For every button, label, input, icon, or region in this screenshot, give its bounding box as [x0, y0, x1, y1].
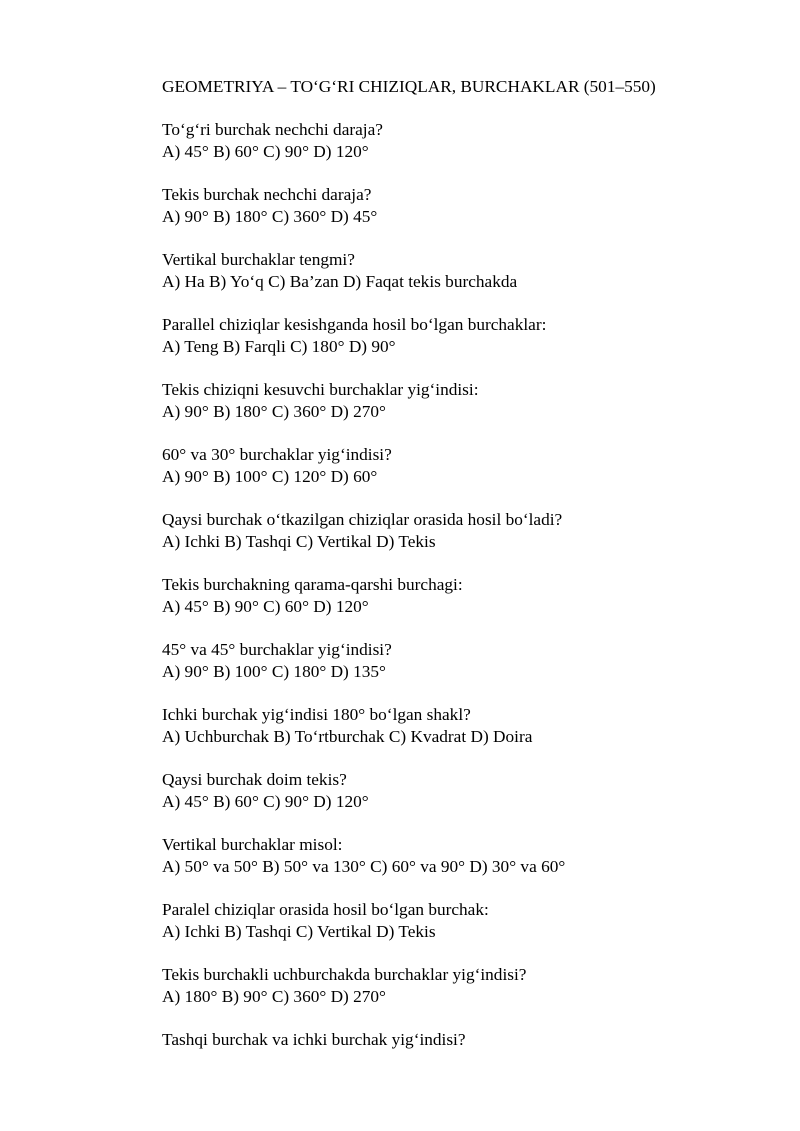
- question-text: Tekis burchakning qarama-qarshi burchagi:: [162, 575, 463, 594]
- document-page: [162, 76, 762, 1072]
- question-text: Tekis burchakli uchburchakda burchaklar yig‘indisi?: [162, 965, 527, 984]
- question-text: 45° va 45° burchaklar yig‘indisi?: [162, 640, 392, 659]
- question-text: Vertikal burchaklar misol:: [162, 835, 343, 854]
- question-item: [162, 509, 762, 553]
- question-item: [162, 899, 762, 943]
- question-options: A) Teng B) Farqli C) 180° D) 90°: [162, 337, 396, 356]
- question-text: Parallel chiziqlar kesishganda hosil bo‘lgan burchaklar:: [162, 315, 547, 334]
- question-text: To‘g‘ri burchak nechchi daraja?: [162, 120, 383, 139]
- question-options: A) Ha B) Yo‘q C) Ba’zan D) Faqat tekis burchakda: [162, 272, 518, 291]
- question-text: Ichki burchak yig‘indisi 180° bo‘lgan shakl?: [162, 705, 471, 724]
- question-item: [162, 964, 762, 1008]
- question-options: A) 90° B) 180° C) 360° D) 45°: [162, 207, 378, 226]
- question-options: A) Ichki B) Tashqi C) Vertikal D) Tekis: [162, 922, 436, 941]
- question-item: [162, 639, 762, 683]
- question-text: Tashqi burchak va ichki burchak yig‘indisi?: [162, 1030, 466, 1049]
- question-item: [162, 1029, 762, 1051]
- document-title: GEOMETRIYA – TO‘G‘RI CHIZIQLAR, BURCHAKLAR (501–550): [162, 77, 656, 96]
- question-options: A) 45° B) 60° C) 90° D) 120°: [162, 792, 369, 811]
- question-options: A) 90° B) 180° C) 360° D) 270°: [162, 402, 386, 421]
- question-item: [162, 119, 762, 163]
- question-options: A) 45° B) 90° C) 60° D) 120°: [162, 597, 369, 616]
- question-options: A) 45° B) 60° C) 90° D) 120°: [162, 142, 369, 161]
- question-text: Qaysi burchak doim tekis?: [162, 770, 347, 789]
- question-item: [162, 574, 762, 618]
- question-options: A) 180° B) 90° C) 360° D) 270°: [162, 987, 386, 1006]
- question-text: Qaysi burchak o‘tkazilgan chiziqlar orasida hosil bo‘ladi?: [162, 510, 563, 529]
- question-item: [162, 704, 762, 748]
- question-text: Vertikal burchaklar tengmi?: [162, 250, 355, 269]
- question-item: [162, 379, 762, 423]
- question-item: [162, 314, 762, 358]
- question-text: 60° va 30° burchaklar yig‘indisi?: [162, 445, 392, 464]
- question-options: A) Uchburchak B) To‘rtburchak C) Kvadrat D) Doira: [162, 727, 533, 746]
- question-text: Tekis chiziqni kesuvchi burchaklar yig‘indisi:: [162, 380, 479, 399]
- question-text: Paralel chiziqlar orasida hosil bo‘lgan burchak:: [162, 900, 489, 919]
- question-text: Tekis burchak nechchi daraja?: [162, 185, 372, 204]
- question-options: A) Ichki B) Tashqi C) Vertikal D) Tekis: [162, 532, 436, 551]
- question-options: A) 90° B) 100° C) 180° D) 135°: [162, 662, 386, 681]
- question-item: [162, 444, 762, 488]
- question-options: A) 50° va 50° B) 50° va 130° C) 60° va 90° D) 30° va 60°: [162, 857, 566, 876]
- question-item: [162, 249, 762, 293]
- question-options: A) 90° B) 100° C) 120° D) 60°: [162, 467, 378, 486]
- question-item: [162, 184, 762, 228]
- question-item: [162, 769, 762, 813]
- question-item: [162, 834, 762, 878]
